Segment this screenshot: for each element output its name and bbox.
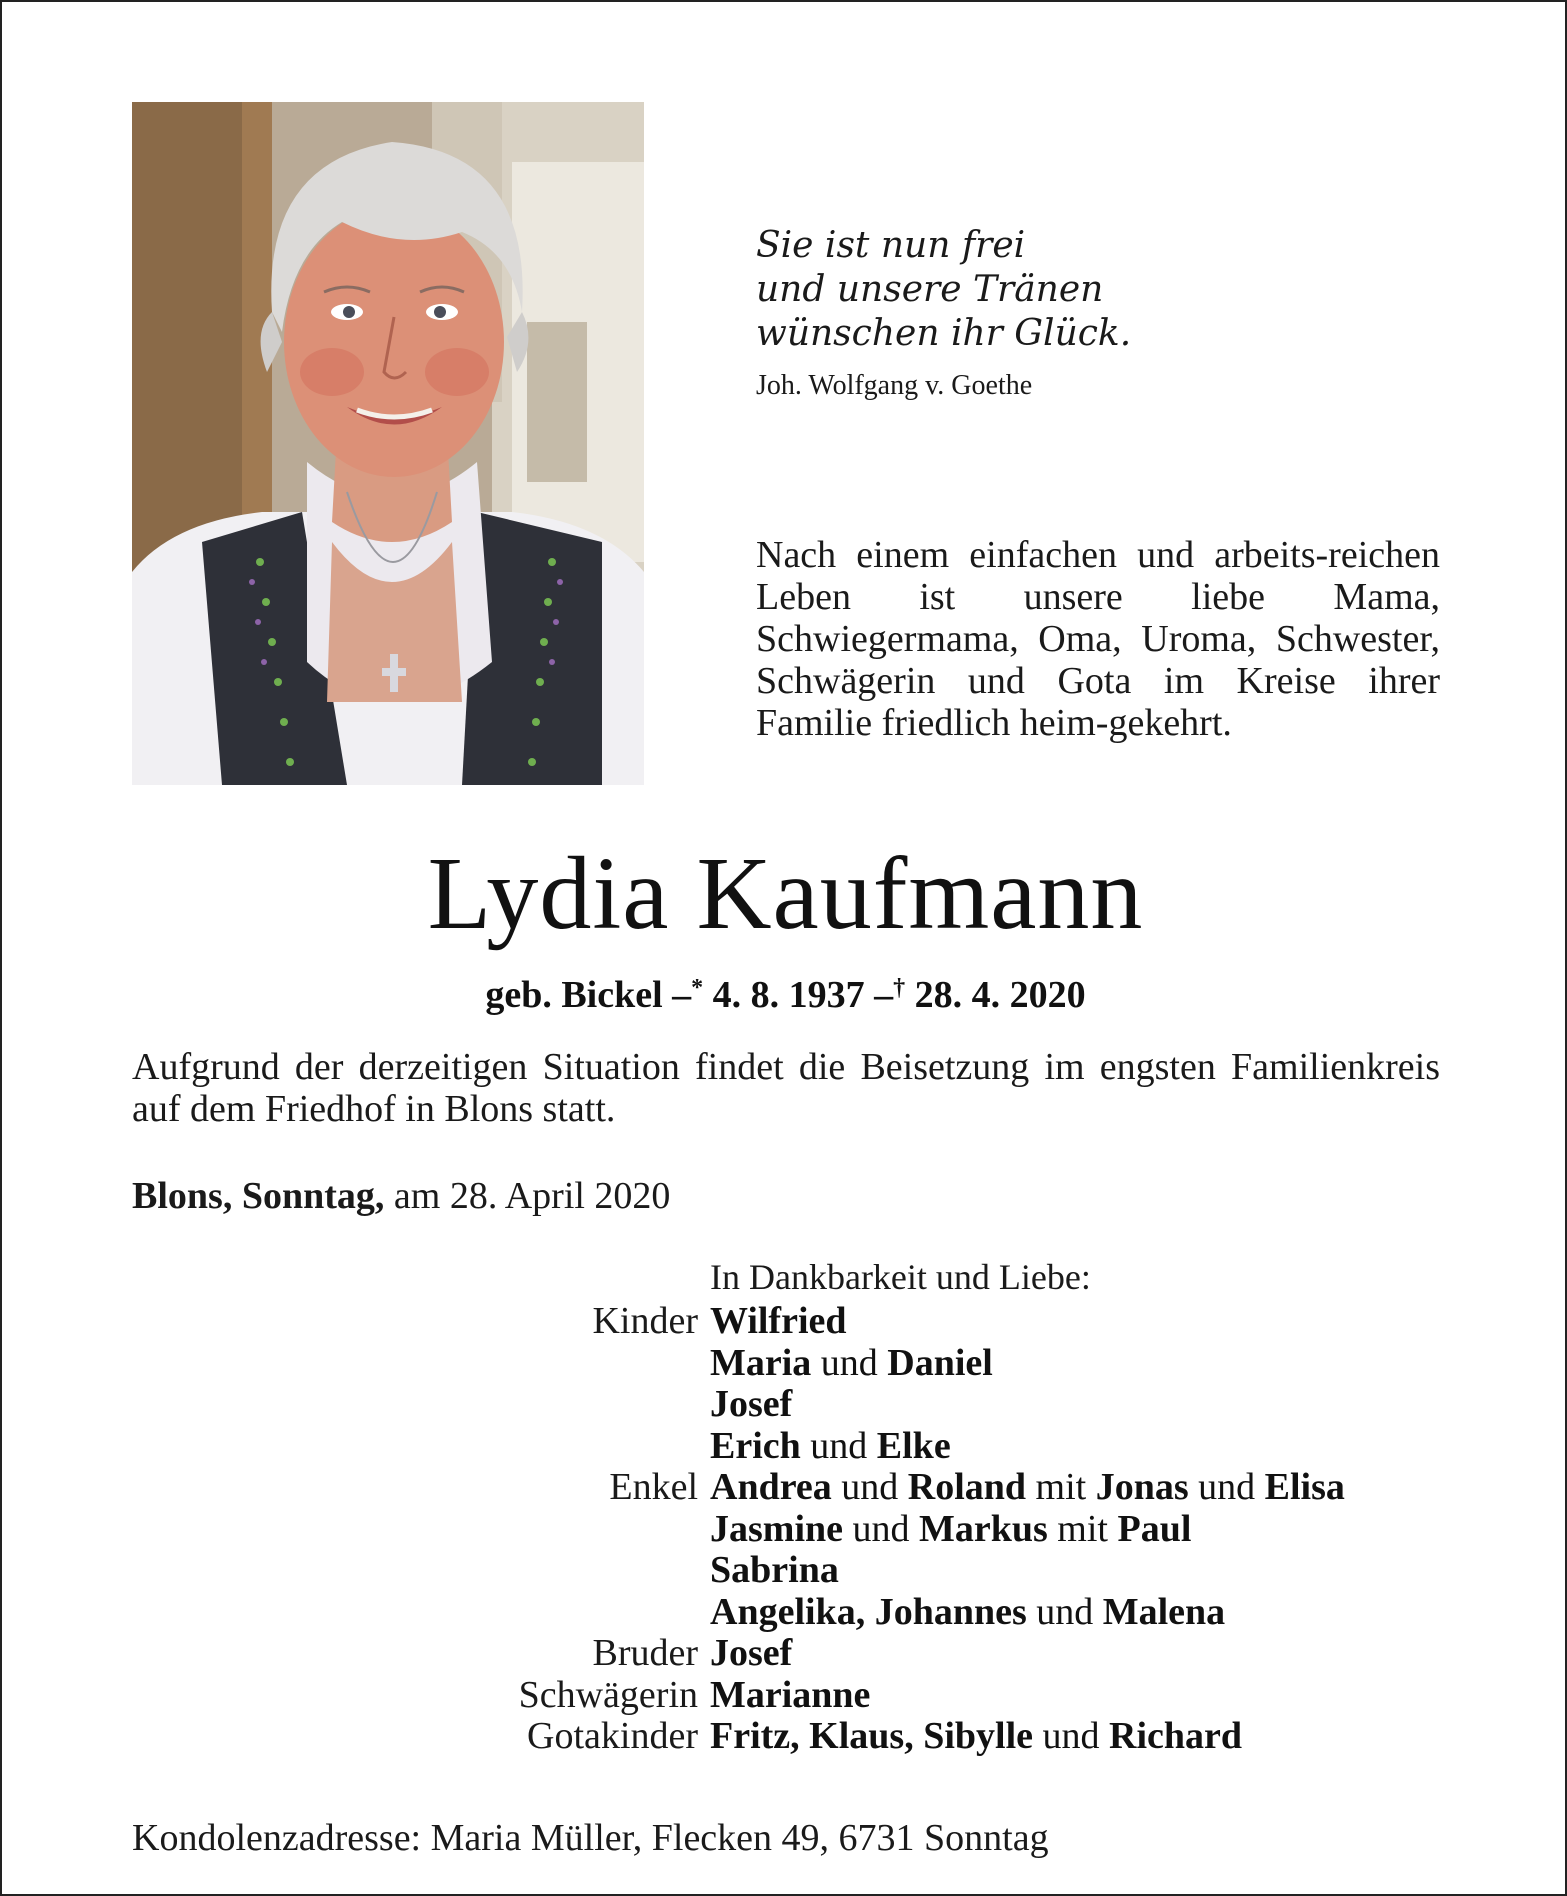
mourner-names	[710, 1715, 1242, 1757]
mourner-row	[2, 1632, 1567, 1674]
gratitude-line: In Dankbarkeit und Liebe:	[710, 1257, 1091, 1297]
relation-label: Kinder	[592, 1300, 698, 1342]
quote-author: Joh. Wolfgang v. Goethe	[756, 370, 1033, 401]
mourner-names	[710, 1383, 792, 1425]
mourner-names	[710, 1508, 1191, 1550]
connector-word: und	[1026, 1590, 1103, 1633]
quote-block	[756, 224, 1456, 404]
funeral-note: Aufgrund der derzeitigen Situation findet die Beisetzung im engsten Familienkreis auf dem Friedhof in Blons statt.	[132, 1046, 1440, 1130]
relation-label: Gotakinder	[527, 1715, 698, 1757]
mourner-name: Fritz, Klaus, Sibylle	[710, 1715, 1033, 1757]
mourner-name: Markus	[919, 1507, 1048, 1550]
mourner-names	[710, 1549, 839, 1591]
mourner-names	[710, 1425, 951, 1467]
connector-word: und	[843, 1507, 919, 1550]
connector-word: mit	[1026, 1466, 1096, 1508]
mourner-row	[2, 1466, 1567, 1508]
mourner-name: Jasmine	[710, 1507, 843, 1550]
mourner-name: Jonas	[1095, 1466, 1189, 1508]
mourner-row	[2, 1508, 1567, 1550]
mourner-names	[710, 1591, 1225, 1633]
born-name: geb. Bickel	[485, 974, 663, 1016]
relation-label: Enkel	[609, 1466, 698, 1508]
mourner-name: Marianne	[710, 1673, 871, 1716]
mourner-name: Paul	[1117, 1507, 1192, 1550]
mourner-name: Erich	[710, 1424, 801, 1467]
connector-word: und	[831, 1466, 908, 1508]
place-date	[132, 1173, 670, 1219]
mourner-name: Wilfried	[710, 1300, 847, 1342]
connector-word: mit	[1047, 1507, 1118, 1550]
mourner-name: Elisa	[1264, 1466, 1345, 1508]
relation-label: Schwägerin	[518, 1673, 698, 1716]
mourner-name: Daniel	[887, 1341, 993, 1384]
quote-line: Sie ist nun frei	[756, 225, 1026, 266]
portrait-photo	[132, 102, 644, 785]
connector-word: und	[1188, 1466, 1265, 1508]
relation-label: Bruder	[592, 1632, 698, 1674]
condolence-address: Kondolenzadresse: Maria Müller, Flecken 49, 6731 Sonntag	[132, 1817, 1049, 1859]
place: Blons, Sonntag,	[132, 1175, 385, 1217]
intro-paragraph: Nach einem einfachen und arbeits-reichen Leben ist unsere liebe Mama, Schwiegermama, Oma, Uroma, Schwester, Schwägerin und Gota im Kreise ihrer Familie friedlich heim-gekehrt.	[756, 534, 1440, 744]
mourner-name: Richard	[1109, 1715, 1242, 1757]
mourner-names	[710, 1632, 792, 1674]
portrait-illustration	[132, 102, 644, 785]
mourner-name: Angelika, Johannes	[710, 1590, 1027, 1633]
mourner-name: Josef	[710, 1383, 793, 1425]
date: am 28. April 2020	[393, 1175, 671, 1217]
death-symbol: †	[893, 975, 906, 1001]
mourner-names	[710, 1466, 1345, 1508]
dash: –	[874, 974, 894, 1016]
connector-word: und	[800, 1424, 877, 1467]
connector-word: und	[811, 1341, 888, 1384]
mourner-names	[710, 1300, 847, 1342]
mourner-name: Andrea	[710, 1466, 832, 1508]
mourner-row	[2, 1383, 1567, 1425]
mourner-name: Malena	[1102, 1590, 1226, 1633]
mourner-row	[2, 1425, 1567, 1467]
mourner-row	[2, 1300, 1567, 1342]
mourner-row	[2, 1591, 1567, 1633]
mourner-name: Sabrina	[710, 1549, 839, 1591]
birth-date: 4. 8. 1937	[712, 974, 865, 1016]
mourner-row	[2, 1674, 1567, 1716]
quote-line: und unsere Tränen	[756, 269, 1104, 310]
mourner-name: Josef	[710, 1632, 793, 1674]
birth-symbol: *	[691, 975, 704, 1001]
mourner-name: Maria	[710, 1341, 812, 1384]
connector-word: und	[1033, 1715, 1109, 1757]
dash: –	[672, 974, 692, 1016]
mourner-row	[2, 1342, 1567, 1384]
mourner-row	[2, 1715, 1567, 1757]
deceased-name: Lydia Kaufmann	[427, 836, 1144, 951]
mourner-row	[2, 1549, 1567, 1591]
mourner-name: Elke	[876, 1424, 951, 1467]
mourner-name: Roland	[907, 1466, 1027, 1508]
death-date: 28. 4. 2020	[914, 974, 1086, 1016]
quote-line: wünschen ihr Glück.	[756, 313, 1132, 354]
mourner-names	[710, 1674, 870, 1716]
mourner-names	[710, 1342, 993, 1384]
life-dates	[2, 965, 1567, 1018]
